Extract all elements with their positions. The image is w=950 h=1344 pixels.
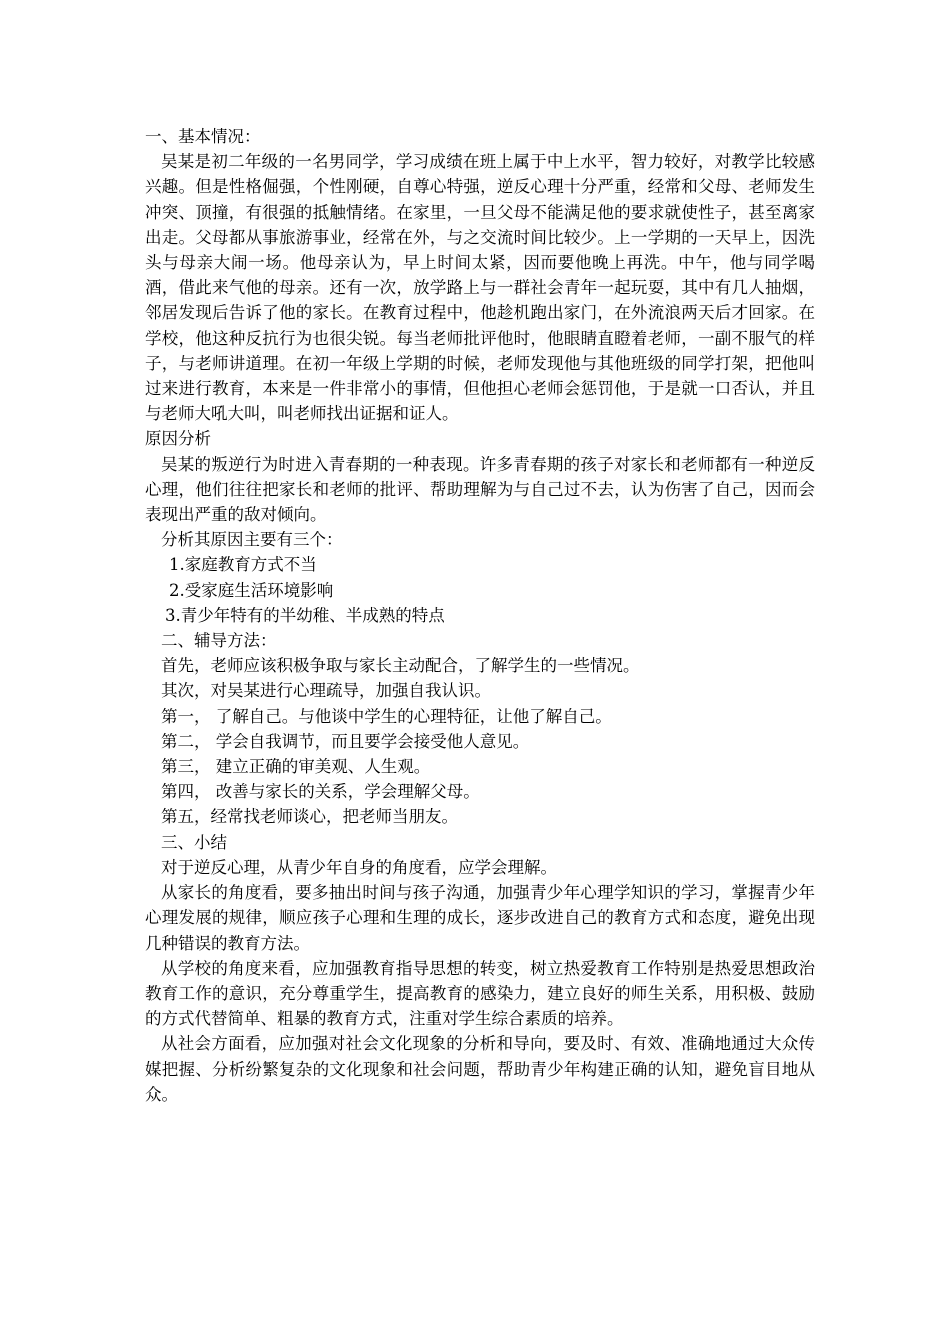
document-body <box>145 124 815 1107</box>
paragraph-summary-society: 从社会方面看，应加强对社会文化现象的分析和导向，要及时、有效、准确地通过大众传媒把握、分析纷繁复杂的文化现象和社会问题，帮助青少年构建正确的认知，避免盲目地从众。 <box>145 1034 815 1104</box>
paragraph-method-second: 其次，对吴某进行心理疏导，加强自我认识。 <box>161 681 491 701</box>
section-heading-basic-info: 一、基本情况： <box>145 127 261 146</box>
list-item-reason-3: 3.青少年特有的半幼稚、半成熟的特点 <box>165 605 445 625</box>
paragraph-three-reasons-intro: 分析其原因主要有三个： <box>161 530 343 550</box>
list-item-step-4: 第四， 改善与家长的关系，学会理解父母。 <box>161 782 480 802</box>
section-heading-summary: 三、小结 <box>161 832 227 852</box>
list-item-step-2: 第二， 学会自我调节，而且要学会接受他人意见。 <box>161 731 530 751</box>
list-item-reason-1: 1.家庭教育方式不当 <box>169 555 317 575</box>
list-item-reason-2: 2.受家庭生活环境影响 <box>169 580 334 600</box>
list-item-step-1: 第一， 了解自己。与他谈中学生的心理特征，让他了解自己。 <box>161 706 612 726</box>
paragraph-cause-description: 吴某的叛逆行为时进入青春期的一种表现。许多青春期的孩子对家长和老师都有一种逆反心理，他们往往把家长和老师的批评、帮助理解为与自己过不去，认为伤害了自己，因而会表现出严重的敌对倾向。 <box>145 454 815 525</box>
paragraph-summary-parents: 从家长的角度看，要多抽出时间与孩子沟通，加强青少年心理学知识的学习，掌握青少年心理发展的规律，顺应孩子心理和生理的成长，逐步改进自己的教育方式和态度，避免出现几种错误的教育方法。 <box>145 883 815 953</box>
paragraph-method-first: 首先，老师应该积极争取与家长主动配合，了解学生的一些情况。 <box>161 656 640 676</box>
paragraph-summary-school: 从学校的角度来看，应加强教育指导思想的转变，树立热爱教育工作特别是热爱思想政治教育工作的意识，充分尊重学生，提高教育的感染力，建立良好的师生关系，用积极、鼓励的方式代替简单、粗暴的教育方式，注重对学生综合素质的培养。 <box>145 958 815 1029</box>
list-item-step-5: 第五，经常找老师谈心，把老师当朋友。 <box>161 807 458 827</box>
paragraph-summary-youth: 对于逆反心理，从青少年自身的角度看，应学会理解。 <box>161 857 557 877</box>
section-heading-counseling-methods: 二、辅导方法： <box>161 631 277 651</box>
list-item-step-3: 第三， 建立正确的审美观、人生观。 <box>161 757 431 777</box>
paragraph-case-description: 吴某是初二年级的一名男同学，学习成绩在班上属于中上水平，智力较好，对教学比较感兴趣。但是性格倔强，个性刚硬，自尊心特强，逆反心理十分严重，经常和父母、老师发生冲突、顶撞，有很强的抵触情绪。在家里，一旦父母不能满足他的要求就使性子，甚至离家出走。父母都从事旅游事业，经常在外，与之交流时间比较少。上一学期的一天早上，因洗头与母亲大闹一场。他母亲认为，早上时间太紧，因而要他晚上再洗。中午，他与同学喝酒，借此来气他的母亲。还有一次，放学路上与一群社会青年一起玩耍，其中有几人抽烟，邻居发现后告诉了他的家长。在教育过程中，他趁机跑出家门，在外流浪两天后才回家。在学校，他这种反抗行为也很尖锐。每当老师批评他时，他眼睛直瞪着老师，一副不服气的样子，与老师讲道理。在初一年级上学期的时候，老师发现他与其他班级的同学打架，把他叫过来进行教育，本来是一件非常小的事情，但他担心老师会惩罚他，于是就一口否认，并且与老师大吼大叫，叫老师找出证据和证人。 <box>145 152 815 424</box>
section-heading-cause-analysis: 原因分析 <box>145 429 211 449</box>
